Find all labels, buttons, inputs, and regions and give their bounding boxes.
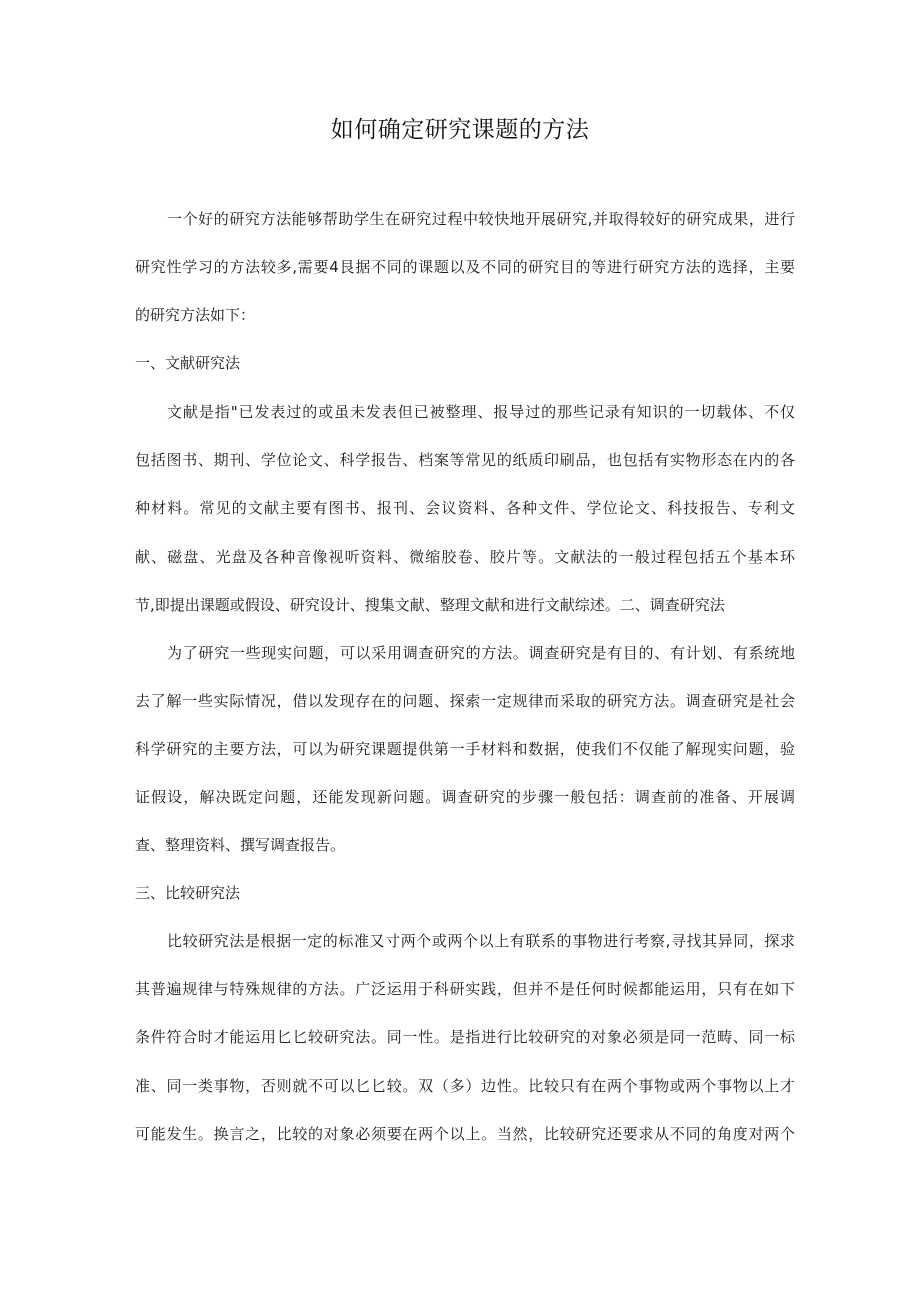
section3-line-3: 条件符合时才能运用匕匕较研究法。同一性。是指进行比较研究的对象必须是同一范畴、同一标 xyxy=(135,1028,795,1046)
section3-line-2: 其普遍规律与特殊规律的方法。广泛运用于科研实践，但并不是任何时候都能运用，只有在如下 xyxy=(135,980,795,998)
section3-line-1: 比较研究法是根据一定的标准又寸两个或两个以上有联系的事物进行考察,寻找其异同，探求 xyxy=(167,932,795,950)
section1-line-1: 文献是指"已发表过的或虽未发表但已被整理、报导过的那些记录有知识的一切载体、不仅 xyxy=(167,403,795,421)
section2-line-1: 为了研究一些现实问题，可以采用调查研究的方法。调查研究是有目的、有计划、有系统地 xyxy=(167,644,795,662)
intro-line-3: 的研究方法如下： xyxy=(135,306,256,324)
section2-line-5: 查、整理资料、撰写调查报告。 xyxy=(135,836,346,854)
section2-line-2: 去了解一些实际情况，借以发现存在的问题、探索一定规律而采取的研究方法。调查研究是社会 xyxy=(135,692,795,710)
section3-line-4: 准、同一类事物，否则就不可以匕匕较。双（多）边性。比较只有在两个事物或两个事物以上才 xyxy=(135,1077,795,1095)
section1-line-3: 种材料。常见的文献主要有图书、报刊、会议资料、各种文件、学位论文、科技报告、专利文 xyxy=(135,499,795,517)
section-heading-literature: 一、文献研究法 xyxy=(135,354,241,372)
section1-line-2: 包括图书、期刊、学位论文、科学报告、档案等常见的纸质印刷品，也包括有实物形态在内的各 xyxy=(135,451,795,469)
section3-line-5: 可能发生。换言之，比较的对象必须要在两个以上。当然，比较研究还要求从不同的角度对两个 xyxy=(135,1125,795,1143)
section2-line-4: 证假设，解决既定问题，还能发现新问题。调查研究的步骤一般包括：调查前的准备、开展调 xyxy=(135,788,795,806)
section1-line-5: 节,即提出课题或假设、研究设计、搜集文献、整理文献和进行文献综述。二、调查研究法 xyxy=(135,596,725,614)
section-heading-comparative: 三、比较研究法 xyxy=(135,884,241,902)
section2-line-3: 科学研究的主要方法，可以为研究课题提供第一手材料和数据，使我们不仅能了解现实问题，验 xyxy=(135,740,795,758)
document-title: 如何确定研究课题的方法 xyxy=(330,117,590,143)
intro-line-2: 研究性学习的方法较多,需要4艮据不同的课题以及不同的研究目的等进行研究方法的选择，主要 xyxy=(135,258,795,276)
intro-line-1: 一个好的研究方法能够帮助学生在研究过程中较快地开展研究,并取得较好的研究成果，进行 xyxy=(167,210,795,228)
section1-line-4: 献、磁盘、光盘及各种音像视听资料、微缩胶卷、胶片等。文献法的一般过程包括五个基本环 xyxy=(135,548,795,566)
